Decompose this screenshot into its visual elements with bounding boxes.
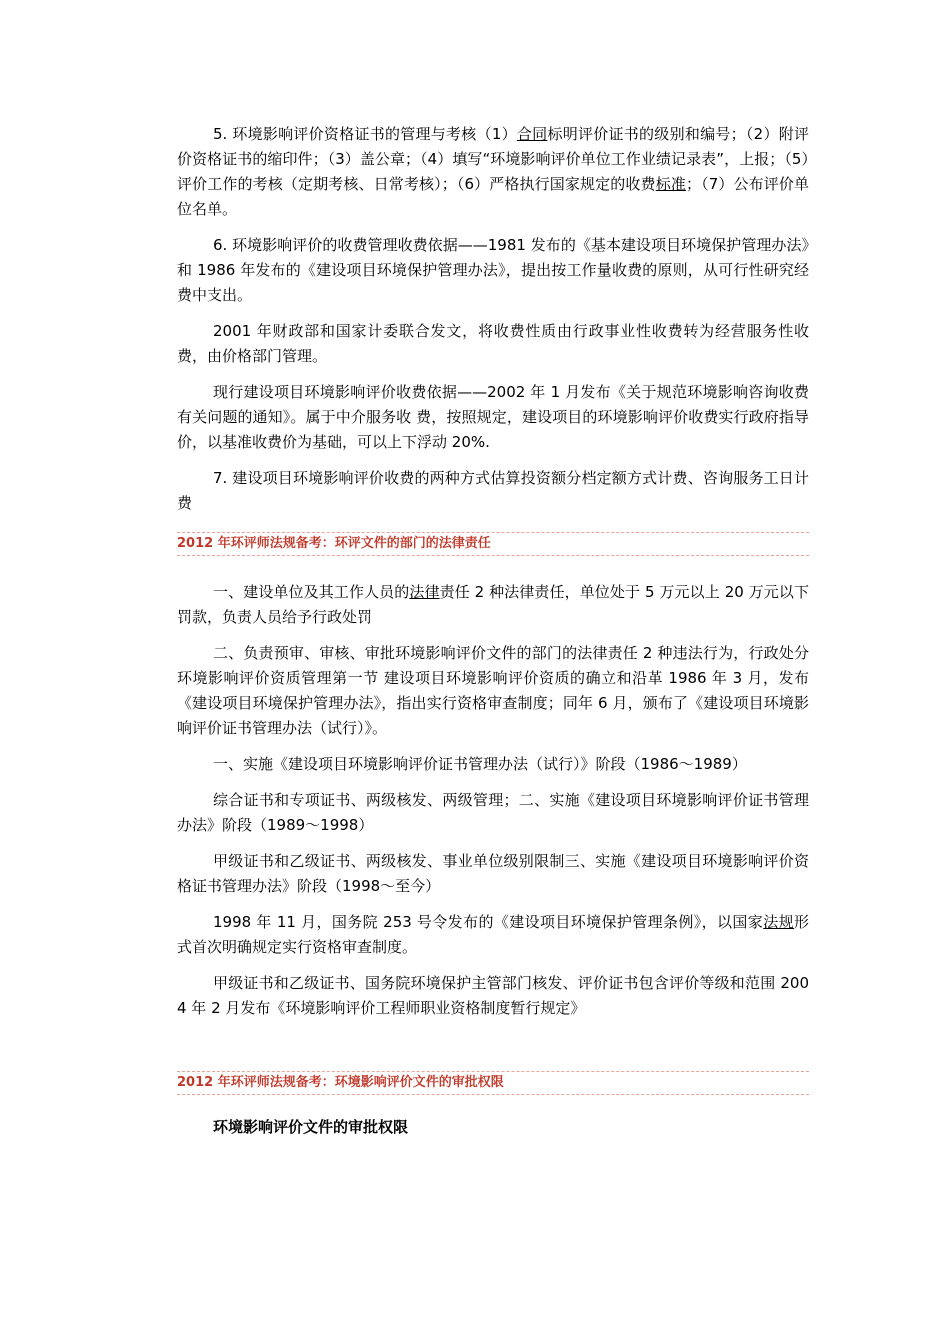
paragraph-department-responsibility: 二、负责预审、审核、审批环境影响评价文件的部门的法律责任 2 种违法行为，行政处分环境影响评价资质管理第一节 建设项目环境影响评价资质的确立和沿革 1986 年 3 月，发布《建设项目环境保护管理办法》，指出实行资格审查制度；同年 6 月，颁布了《建设项目环境影响评价证书管理办法（试行）》。	[177, 644, 809, 737]
section-divider-bottom	[177, 1094, 809, 1095]
regulation-link[interactable]: 法规	[763, 913, 794, 931]
contract-link[interactable]: 合同	[516, 125, 548, 143]
paragraph-stage-one: 一、实施《建设项目环境影响评价证书管理办法（试行）》阶段（1986～1989）	[213, 755, 747, 773]
paragraph-stage-three: 甲级证书和乙级证书、两级核发、事业单位级别限制三、实施《建设项目环境影响评价资格证书管理办法》阶段（1998～至今）	[177, 852, 809, 895]
text-segment: 标明评价证书的级别和编号；（2）附评价资格证书的缩印件；（3）盖公章；（4）填写“环境影响评价单位工作业绩记录表”，上报；（5）评价工作的考核（定期考核、日常考核）；（6）严格执行国家规定的收费	[177, 125, 809, 193]
paragraph-regulation-1998	[177, 910, 809, 960]
text-segment: 一、建设单位及其工作人员的	[213, 583, 410, 601]
text-segment: 形式首次明确规定实行资格审查制度。	[177, 913, 809, 956]
paragraph-fee-management: 6. 环境影响评价的收费管理收费依据——1981 发布的《基本建设项目环境保护管理办法》和 1986 年发布的《建设项目环境保护管理办法》，提出按工作量收费的原则，从可行性研究经费中支出。	[177, 236, 809, 304]
section-legal-responsibility	[177, 532, 809, 1021]
section-divider-bottom	[177, 555, 809, 556]
text-segment: 责任 2 种法律责任，单位处于 5 万元以上 20 万元以下罚款，负责人员给予行政处罚	[177, 583, 809, 626]
paragraph-certificate-levels: 甲级证书和乙级证书、国务院环境保护主管部门核发、评价证书包含评价等级和范围 2004 年 2 月发布《环境影响评价工程师职业资格制度暂行规定》	[177, 974, 809, 1017]
law-link[interactable]: 法律	[409, 583, 440, 601]
approval-authority-heading: 环境影响评价文件的审批权限	[213, 1118, 409, 1136]
paragraph-certificate-management	[177, 122, 809, 222]
paragraph-unit-responsibility	[177, 580, 809, 630]
paragraph-stage-two: 综合证书和专项证书、两级核发、两级管理；二、实施《建设项目环境影响评价证书管理办法》阶段（1989～1998）	[177, 791, 809, 834]
text-segment: 5. 环境影响评价资格证书的管理与考核（1）	[213, 125, 517, 143]
document-page	[177, 122, 809, 1140]
section-title: 2012 年环评师法规备考：环评文件的部门的法律责任	[177, 536, 491, 551]
section-title: 2012 年环评师法规备考：环境影响评价文件的审批权限	[177, 1075, 504, 1090]
section-approval-authority	[177, 1071, 809, 1140]
text-segment: ；（7）公布评价单位名单。	[177, 175, 810, 218]
standard-link[interactable]: 标准	[655, 175, 686, 193]
paragraph-current-fee-basis: 现行建设项目环境影响评价收费依据——2002 年 1 月发布《关于规范环境影响咨询收费有关问题的通知》。属于中介服务收 费，按照规定，建设项目的环境影响评价收费实行政府指导价，以基准收费价为基础，可以上下浮动 20%.	[177, 383, 809, 451]
paragraph-fee-nature: 2001 年财政部和国家计委联合发文，将收费性质由行政事业性收费转为经营服务性收费，由价格部门管理。	[177, 322, 809, 365]
paragraph-fee-methods: 7. 建设项目环境影响评价收费的两种方式估算投资额分档定额方式计费、咨询服务工日计费	[177, 469, 809, 512]
text-segment: 1998 年 11 月，国务院 253 号令发布的《建设项目环境保护管理条例》，以国家	[213, 913, 764, 931]
